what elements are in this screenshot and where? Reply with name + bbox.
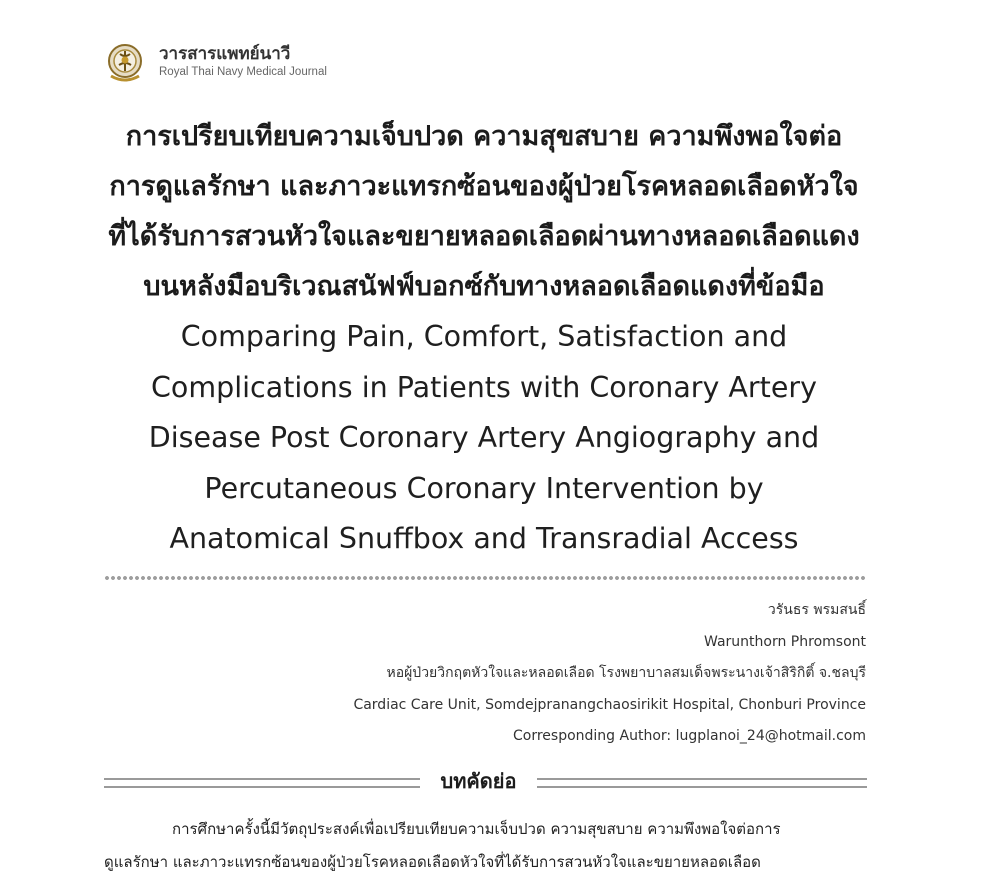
author-block [353, 595, 866, 753]
dotted-divider [104, 575, 867, 581]
title-thai-line: การดูแลรักษา และภาวะแทรกซ้อนของผู้ป่วยโรคหลอดเลือดหัวใจ [109, 171, 859, 202]
title-thai-line: บนหลังมือบริเวณสนัฟฟ์บอกซ์กับทางหลอดเลือดแดงที่ข้อมือ [143, 271, 825, 302]
title-english-line: Comparing Pain, Comfort, Satisfaction and [180, 320, 788, 353]
title-english-line: Anatomical Snuffbox and Transradial Access [169, 522, 799, 555]
title-english-line: Disease Post Coronary Artery Angiography and [148, 421, 820, 454]
abstract-heading [104, 767, 867, 801]
author-name-en: Warunthorn Phromsont [704, 633, 866, 650]
navy-medical-emblem-icon [103, 40, 147, 84]
heading-rule-right [537, 778, 867, 788]
affiliation-thai: หอผู้ป่วยวิกฤตหัวใจและหลอดเลือด โรงพยาบาลสมเด็จพระนางเจ้าสิริกิติ์ จ.ชลบุรี [386, 665, 866, 681]
title-thai-line: การเปรียบเทียบความเจ็บปวด ความสุขสบาย ความพึงพอใจต่อ [125, 121, 843, 152]
journal-name-thai: วารสารแพทย์นาวี [159, 44, 291, 64]
abstract-title: บทคัดย่อ [440, 769, 517, 793]
title-english-line: Percutaneous Coronary Intervention by [204, 471, 764, 505]
heading-rule-left [104, 778, 420, 788]
affiliation-en: Cardiac Care Unit, Somdejpranangchaosirikit Hospital, Chonburi Province [353, 696, 866, 713]
abstract-body [104, 813, 867, 879]
abstract-line: ดูแลรักษา และภาวะแทรกซ้อนของผู้ป่วยโรคหลอดเลือดหัวใจที่ได้รับการสวนหัวใจและขยายหลอดเลือด [104, 853, 761, 871]
journal-masthead [103, 40, 327, 84]
title-english-line: Complications in Patients with Coronary Artery [151, 370, 817, 404]
article-title [60, 112, 908, 565]
corresponding-author: Corresponding Author: lugplanoi_24@hotmail.com [513, 728, 866, 744]
journal-name-en: Royal Thai Navy Medical Journal [159, 66, 327, 78]
author-name-thai: วรันธร พรมสนธิ์ [767, 602, 866, 618]
abstract-line: การศึกษาครั้งนี้มีวัตถุประสงค์เพื่อเปรียบเทียบความเจ็บปวด ความสุขสบาย ความพึงพอใจต่อการ [172, 820, 781, 838]
title-thai-line: ที่ได้รับการสวนหัวใจและขยายหลอดเลือดผ่านทางหลอดเลือดแดง [108, 221, 860, 252]
